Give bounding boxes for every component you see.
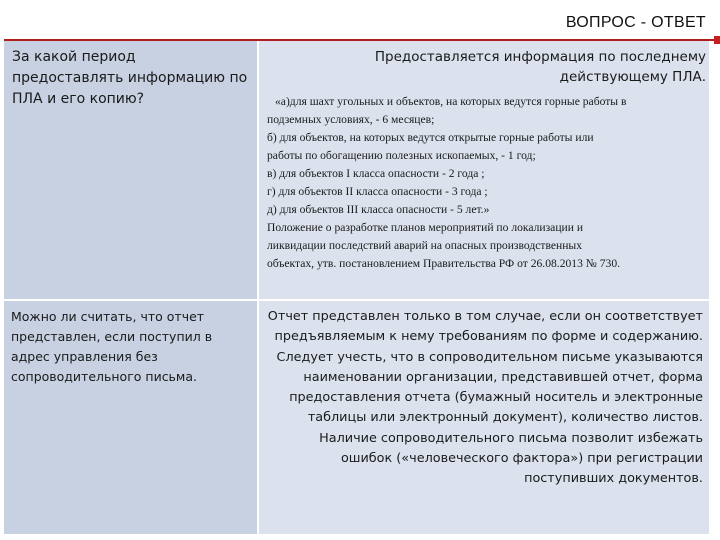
answer-text-2: Отчет представлен только в том случае, если он соответствует предъявляемым к нему требованиям по форме и содержанию. Следует учесть, что в сопроводительном письме указываются наименовании организации, представившей отчет, форма предоставления отчета (бумажный носитель и электронные таблицы или электронный документ), количество листов. Наличие сопроводительного письма позволит избежать ошибок («человеческого фактора») при регистрации поступивших документов. <box>267 309 703 487</box>
header-divider-end-mark <box>714 36 720 44</box>
answer-line: работы по обогащению полезных ископаемых, - 1 год; <box>267 149 536 162</box>
question-cell-2 <box>4 301 257 534</box>
answer-line: объектах, утв. постановлением Правительства РФ от 26.08.2013 № 730. <box>267 257 621 270</box>
row-divider <box>4 299 709 301</box>
question-text-2: Можно ли считать, что отчет представлен, если поступил в адрес управления без сопроводительного письма. <box>11 309 213 384</box>
answer-line: д) для объектов III класса опасности - 5 лет.» <box>267 203 490 216</box>
answer-cell-1 <box>259 41 709 299</box>
answer-line: Положение о разработке планов мероприятий по локализации и <box>267 221 584 234</box>
column-divider <box>257 41 259 534</box>
answer-line: «а)для шахт угольных и объектов, на которых ведутся горные работы в <box>275 95 627 108</box>
answer-line: ликвидации последствий аварий на опасных производственных <box>267 239 583 252</box>
answer-cell-2 <box>259 301 709 534</box>
question-cell-1 <box>4 41 257 299</box>
page-title: ВОПРОС - ОТВЕТ <box>565 14 706 31</box>
answer-line: в) для объектов I класса опасности - 2 года ; <box>267 167 485 180</box>
answer-regulation-text-1 <box>259 87 709 273</box>
answer-heading-1: Предоставляется информация по последнему действующему ПЛА. <box>374 49 706 85</box>
question-text-1: За какой период предоставлять информацию по ПЛА и его копию? <box>12 49 248 107</box>
answer-line: г) для объектов II класса опасности - 3 года ; <box>267 185 488 198</box>
answer-line: подземных условиях, - 6 месяцев; <box>267 113 435 126</box>
answer-line: б) для объектов, на которых ведутся открытые горные работы или <box>267 131 594 144</box>
qa-table <box>4 41 709 534</box>
